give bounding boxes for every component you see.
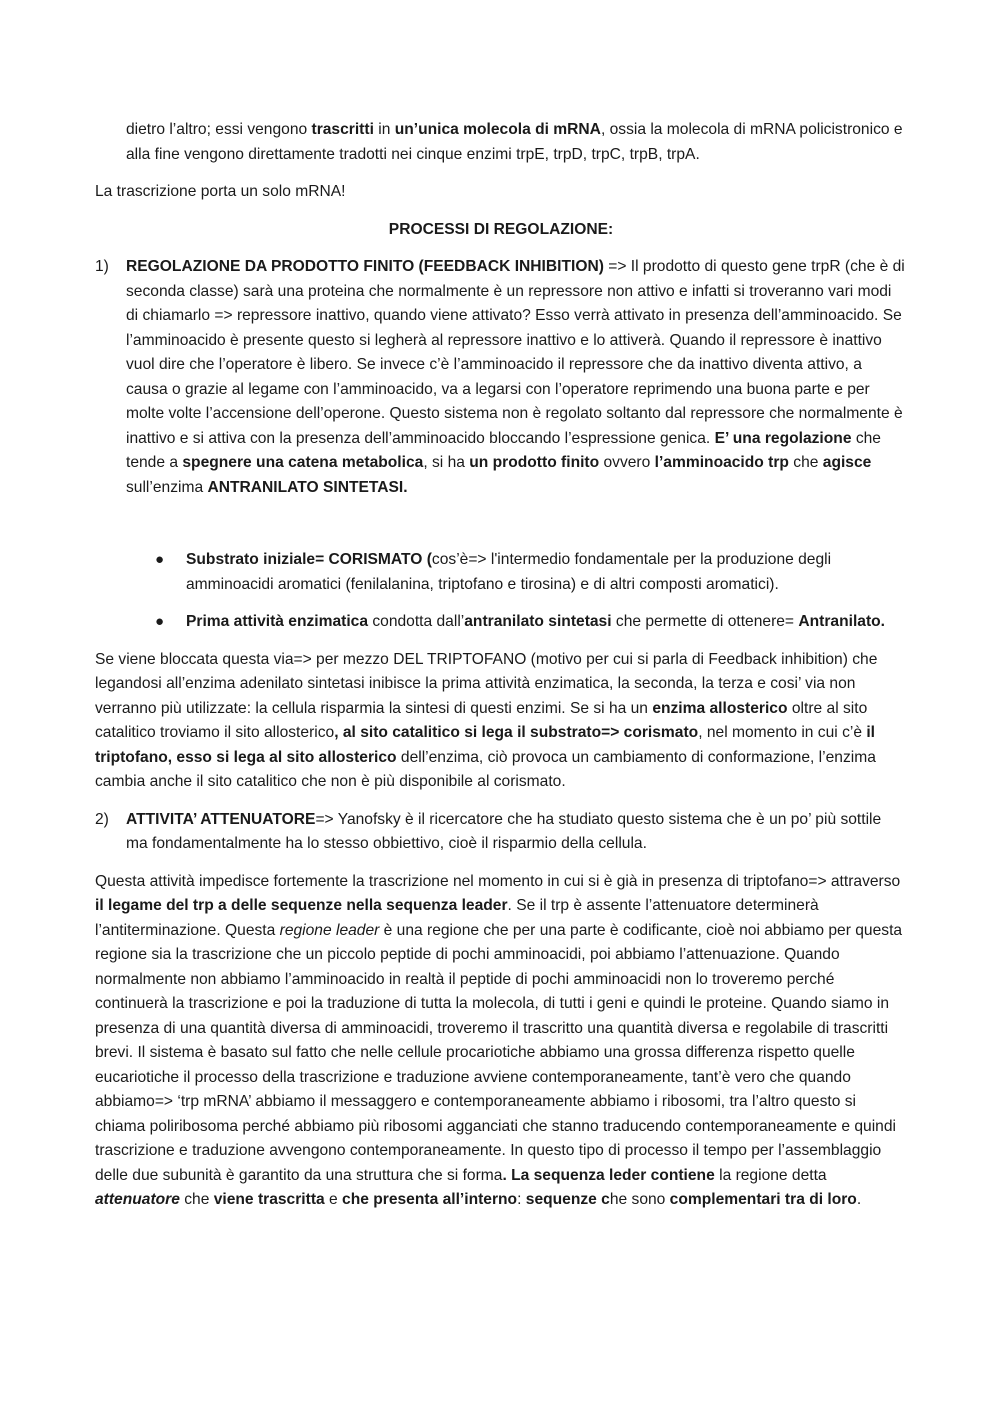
text-run: : xyxy=(517,1191,526,1208)
emphasized-text: E’ una regolazione xyxy=(714,429,852,447)
emphasized-text: , al sito catalitico si lega il substrato=> corismato xyxy=(334,724,699,741)
attenuation-paragraph xyxy=(95,870,907,1213)
single-mrna-note: La trascrizione porta un solo mRNA! xyxy=(95,183,346,200)
text-run: ovvero xyxy=(599,454,655,471)
text-run: e xyxy=(324,1191,343,1208)
emphasized-text: complementari tra di loro xyxy=(669,1191,857,1208)
text-run: sull’enzima xyxy=(126,478,208,496)
bullet-text xyxy=(186,548,907,597)
text-run: cos’è=> l'intermedio fondamentale per la produzione degli amminoacidi aromatici (fenilalanina, triptofano e tirosina) e di altri composti aromatici). xyxy=(186,551,832,593)
emphasized-text: il legame del trp a delle sequenze nella sequenza leader xyxy=(95,897,508,914)
document-body xyxy=(95,118,907,1213)
emphasized-text: Prima attività enzimatica xyxy=(186,613,369,630)
text-run: => Il prodotto di questo gene trpR (che è di seconda classe) sarà una proteina che normalmente è un repressore non attivo e infatti si troveranno vari modi di chiamarlo => repressore inattivo, quando viene attivato? Esso verrà attivato in presenza dell’amminoacido. Se l’amminoacido è presente questo si legherà al repressore inattivo e lo attiverà. Quando il repressore è inattivo vuol dire che l’operatore è libero. Se invece c’è l’amminoacido il repressore che da inattivo diventa attivo, a causa o grazie al legame con l’amminoacido, va a legarsi con l’operatore reprimendo una buona parte e per molte volte l’accensione dell’operone. Questo sistema non è regolato soltanto dal repressore che normalmente è inattivo e si attiva con la presenza dell’amminoacido bloccando l’espressione genica. xyxy=(126,258,905,447)
emphasized-text: l’amminoacido trp xyxy=(654,454,789,471)
text-run: . Se il trp è assente l’attenuatore determinerà l’antiterminazione. Questa xyxy=(95,897,819,939)
emphasized-text: . La sequenza leder contiene xyxy=(502,1166,715,1184)
emphasized-text: spegnere una catena metabolica xyxy=(182,454,424,471)
text-run: che xyxy=(179,1191,214,1208)
text-run: la regione detta xyxy=(714,1166,827,1184)
text-run: , nel momento in cui c’è xyxy=(698,724,867,741)
emphasized-text: antranilato sintetasi xyxy=(464,613,612,630)
text-run: che permette di ottenere= xyxy=(611,613,799,630)
emphasized-text: Substrato iniziale= CORISMATO ( xyxy=(186,551,432,568)
text-run: condotta dall’ xyxy=(368,613,465,630)
emphasized-text: attenuatore xyxy=(95,1191,180,1208)
emphasized-text: sequenze c xyxy=(525,1191,610,1208)
text-run: , ossia la molecola di mRNA policistronico e alla fine vengono direttamente tradotti nei cinque enzimi trpE, trpD, trpC, trpB, trpA. xyxy=(126,121,903,163)
text-run: he sono xyxy=(609,1191,670,1208)
bullet-item-enzymatic-activity xyxy=(155,610,907,635)
emphasized-text: enzima allosterico xyxy=(652,699,788,717)
emphasized-text: trascritti xyxy=(311,121,374,138)
list-item-text xyxy=(126,255,907,500)
emphasized-text: un prodotto finito xyxy=(469,454,600,471)
text-run: => Yanofsky è il ricercatore che ha studiato questo sistema che è un po’ più sottile ma fondamentalmente ha lo stesso obbiettivo, cioè il risparmio della cellula. xyxy=(126,810,882,852)
emphasized-text: REGOLAZIONE DA PRODOTTO FINITO (FEEDBACK INHIBITION) xyxy=(126,258,604,275)
emphasized-text: agisce xyxy=(822,454,872,471)
text-run: in xyxy=(373,121,395,138)
list-item-feedback-inhibition xyxy=(95,255,907,500)
text-run: che tende a xyxy=(126,429,881,471)
text-run: , si ha xyxy=(423,454,470,471)
section-heading: PROCESSI DI REGOLAZIONE: xyxy=(388,220,614,238)
emphasized-text: viene trascritta xyxy=(213,1191,325,1208)
list-number: 2) xyxy=(95,810,109,828)
list-number: 1) xyxy=(95,258,109,275)
text-run: è una regione che per una parte è codificante, cioè noi abbiamo per questa regione sia la trascrizione che un piccolo peptide di pochi amminoacidi, poi abbiamo l’attenuazione. Quando normalmente non abbiamo l’amminoacido in realtà il peptide di pochi amminoacidi non lo troveremo perché continuerà la trascrizione e poi la traduzione di tutta la molecola, di tutti i geni e quindi le proteine. Quando siamo in presenza di una quantità diversa di amminoacidi, troveremo il trascritto una quantità diversa e regolabile di trascritti brevi. Il sistema è basato sul fatto che nelle cellule procariotiche abbiamo una grossa differenza rispetto quelle eucariotiche il processo della trascrizione e traduzione avviene contemporaneamente, tant’è vero che quando abbiamo=> ‘trp mRNA’ abbiamo il messaggero e contemporaneamente abbiamo i ribosomi, tra l’altro questo si chiama poliribosoma perché abbiamo più ribosomi agganciati che stanno traducendo contemporaneamente e quindi trascrizione e traduzione avvengono contemporaneamente. In questo tipo di processo il tempo per l’assemblaggio delle due subunità è garantito da una struttura che si forma xyxy=(95,921,903,1184)
emphasized-text: ATTIVITA’ ATTENUATORE xyxy=(126,810,316,828)
text-run: dietro l’altro; essi vengono xyxy=(126,121,312,138)
text-run: Questa attività impedisce fortemente la trascrizione nel momento in cui si è già in presenza di triptofano=> attraverso xyxy=(95,872,901,890)
text-run: dell’enzima, ciò provoca un cambiamento di conformazione, l’enzima cambia anche il sito catalitico che non è più disponibile al corismato. xyxy=(95,748,876,790)
list-item-attenuator xyxy=(95,808,907,857)
bullet-item-substrate xyxy=(155,548,907,597)
emphasized-text: regione leader xyxy=(279,921,380,939)
emphasized-text: Antranilato. xyxy=(798,613,886,630)
emphasized-text: ANTRANILATO SINTETASI. xyxy=(207,478,408,496)
bullet-icon: ● xyxy=(155,551,165,568)
text-run: Se viene bloccata questa via=> per mezzo DEL TRIPTOFANO (motivo per cui si parla di Feedback inhibition) che legandosi all’enzima adenilato sintetasi inibisce la prima attività enzimatica, la seconda, la terza e cosi’ via non verranno più utilizzate: la cellula risparmia la sintesi di questi enzimi. Se si ha un xyxy=(95,650,878,717)
bullet-icon: ● xyxy=(155,613,165,630)
emphasized-text: il triptofano, esso si lega al sito allosterico xyxy=(95,724,876,766)
list-item-text xyxy=(126,808,907,857)
text-run: oltre al sito catalitico troviamo il sito allosterico xyxy=(95,699,868,741)
emphasized-text: che presenta all’interno xyxy=(342,1191,518,1208)
feedback-paragraph xyxy=(95,648,907,795)
bullet-list xyxy=(95,548,907,635)
bullet-text xyxy=(186,610,907,635)
intro-paragraph xyxy=(95,118,907,167)
text-run: . xyxy=(856,1191,862,1208)
text-run: che xyxy=(788,454,823,471)
emphasized-text: un’unica molecola di mRNA xyxy=(394,121,601,138)
